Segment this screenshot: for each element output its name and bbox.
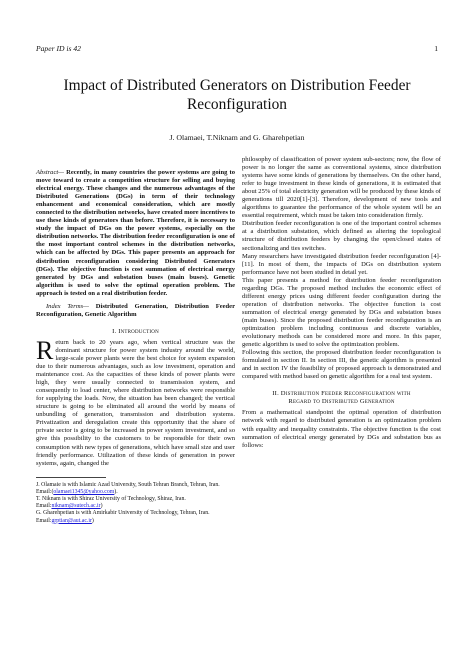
paragraph: Many researchers have investigated distribution feeder reconfiguration [4]-[11]. In most of them, the impacts of DGs on distribution system performance have not been studied in detail yet. bbox=[242, 252, 441, 276]
paragraph: This paper presents a method for distribution feeder reconfiguration regarding DGs. The proposed method includes the economic effect of different energy prices using different feeder configuration during the operation of distribution networks. The objective function is cost summation of electrical energy generated by DGs and substation buses (main buses). Since the proposed distribution feeder reconfiguration is an optimization problem including continuous and discrete variables, evolutionary methods can be considered more and more. In this paper, genetic algorithm is used to solve the optimization problem. bbox=[242, 276, 441, 349]
authors: J. Olamaei, T.Niknam and G. Gharehpetian bbox=[169, 133, 305, 142]
paragraph: Distribution feeder reconfiguration is one of the important control schemes at a distribution substation, which defined as altering the topological structure of distribution feeders by changing the open/closed states of sectionalizing and ties switches. bbox=[242, 220, 441, 252]
footnote-divider bbox=[36, 477, 106, 478]
section-heading-introduction: I. Introduction bbox=[112, 327, 159, 335]
paper-id: Paper ID is 42 bbox=[36, 44, 81, 53]
paragraph: From a mathematical standpoint the optimal operation of distribution network with regard to distributed generation is an optimization problem with equality and inequality constraints. The objective function is the cost summation of electrical energy generated by DGs and substation bus as follows: bbox=[242, 409, 441, 449]
paragraph: Following this section, the proposed distribution feeder reconfiguration is formulated in section II. In section III, the genetic algorithm is presented and in section IV the feasibility of proposed approach is demonstrated and compared with method based on genetic algorithm for a real test system. bbox=[242, 349, 441, 381]
paper-title: Impact of Distributed Generators on Distribution Feeder Reconfiguration bbox=[63, 77, 411, 113]
index-terms-label: Index Terms— bbox=[46, 302, 89, 310]
email-link-gharehpetian[interactable]: grptian@aut.ac.ir bbox=[51, 517, 92, 524]
footnote-2: T. Niknam is with Shiraz University of Technology, Shiraz, Iran. Email:niknam@sutech.ac.ir) bbox=[36, 496, 186, 510]
paragraph: philosophy of classification of power system sub-sectors; now, the flow of power is no longer the same as conventional systems, since distribution systems have some kinds of generations by themselves. On the other hand, refer to huge investment in these kinds of generations, it is estimated that about 25% of total electricity generation will be produced by these kinds of generations till 2020[1]-[3]. Therefore, development of new tools and algorithms to guarantee the performance of the whole system will be an essential requirement, which must be taken into consideration firmly. bbox=[242, 156, 441, 220]
index-terms bbox=[36, 303, 235, 319]
section-heading-dfr: II. Distribution Feeder Reconfiguration with Regard to Distributed Generation bbox=[272, 390, 411, 406]
right-column bbox=[242, 156, 441, 450]
intro-paragraph: Return back to 20 years ago, when vertical structure was the dominant structure for power system industry around the world, large-scale power plants were the best choice for system expansion due to their numerous advantages, such as low investment, operation and maintenance cost. As the capacities of these kinds of power plants were high, they were usually connected to transmission system, and consequently to load center, where distribution networks were responsible for supplying the loads. Now, the situation has been changed; the vertical structure is going to be eliminated all around the world by means of unbundling of generation, transmission and distribution systems. Privatization and deregulation create this opportunity that the share of private sector is going to be increased in power system investment, and so give this possibility to the customers to be responsible for their own consumption with new types of generations, which have small size and user friendly performance. Utilization of these kinds of generation in power systems, again, changed the bbox=[36, 335, 235, 467]
index-terms-text: Distributed Generation, Distribution Feeder Reconfiguration, Genetic Algorithm bbox=[36, 302, 235, 318]
abstract-label: Abstract— bbox=[36, 169, 65, 176]
footnote-3: G. Gharehpetian is with Amirkabir University of Technology, Tehran, Iran. Email:grptian@aut.ac.ir) bbox=[36, 510, 210, 524]
email-link-niknam[interactable]: niknam@sutech.ac.ir bbox=[51, 503, 101, 510]
page-number: 1 bbox=[434, 44, 438, 53]
footnote-1: J. Olamaie is with Islamic Azad University, South Tehran Branch, Tehran, Iran. Email:(olamaei1345@yahoo.com). bbox=[36, 481, 220, 495]
email-link-olamaei[interactable]: olamaei1345@yahoo.com bbox=[53, 488, 115, 495]
abstract bbox=[36, 169, 235, 298]
left-column bbox=[36, 169, 235, 525]
abstract-text: Recently, in many countries the power systems are going to move toward to create a competition structure for selling and buying electrical energy. These changes and the numerous advantages of the Distributed Generations (DGs) in term of their technology enhancement and economical consideration, which are mostly connected to the distribution networks, have created more incentives to use these kinds of generators than before. Therefore, it is necessary to study the impact of DGs on the power systems, especially on the distribution networks. The distribution feeder reconfiguration is one of the most important control schemes in the distribution networks, which can be affected by DGs. This paper presents an approach for distribution reconfiguration considering Distributed Generators (DGs). The objective function is cost summation of electrical energy generated by DGs and substation buses (main buses). Genetic algorithm is used to solve the optimal operation problem. The approach is tested on a real distribution feeder. bbox=[36, 169, 235, 297]
